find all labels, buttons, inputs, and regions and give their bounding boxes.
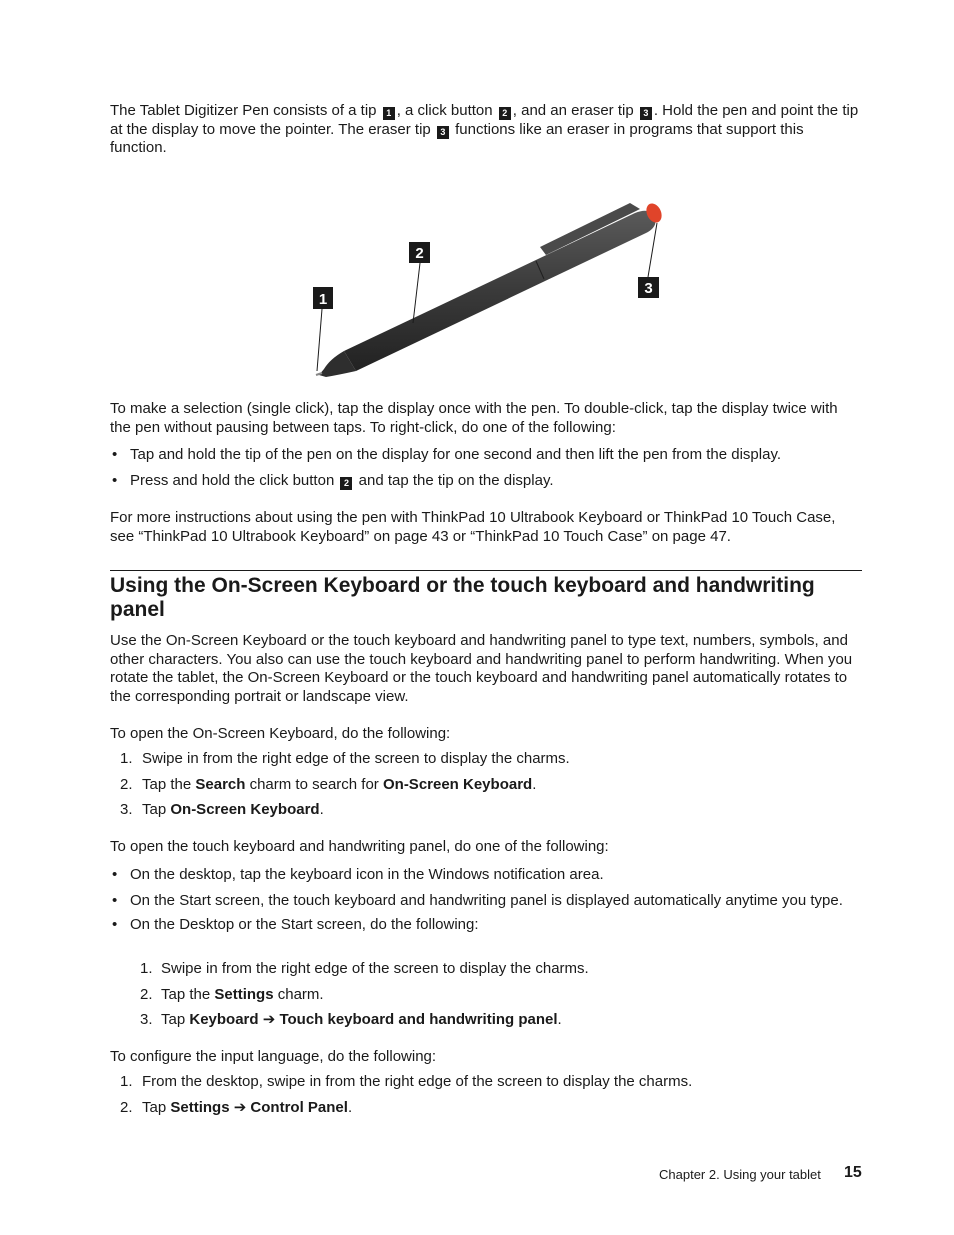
intro-text-4: . Hold the pen and point the tip at the display to move the pointer. The eraser tip bbox=[110, 102, 859, 138]
bullet-text: On the Desktop or the Start screen, do the following: bbox=[130, 916, 479, 933]
step-number: 2. bbox=[120, 775, 133, 793]
right-click-list bbox=[110, 446, 862, 490]
intro-paragraph bbox=[110, 102, 862, 158]
step-text: Tap bbox=[142, 1098, 171, 1116]
osk-steps bbox=[110, 750, 862, 820]
callout-label-2: 2 bbox=[415, 245, 424, 262]
step-text: Swipe in from the right edge of the screen to display the charms. bbox=[142, 750, 570, 767]
step-text: Tap bbox=[161, 1011, 190, 1028]
step-text: Tap bbox=[142, 801, 171, 818]
pen-barrel bbox=[344, 211, 656, 371]
step-text: Swipe in from the right edge of the screen to display the charms. bbox=[161, 960, 589, 977]
lang-steps bbox=[110, 1073, 862, 1117]
list-item bbox=[110, 801, 862, 820]
list-item bbox=[110, 892, 862, 911]
step-text: . bbox=[532, 775, 537, 793]
list-item bbox=[130, 960, 862, 979]
touch-lead: To open the touch keyboard and handwriting panel, do one of the following: bbox=[110, 838, 609, 855]
footer-page-number: 15 bbox=[844, 1164, 862, 1181]
step-number: 3. bbox=[140, 1011, 153, 1028]
step-bold: On-Screen Keyboard bbox=[170, 801, 320, 818]
step-bold: Settings bbox=[214, 985, 274, 1003]
list-item bbox=[110, 446, 862, 465]
step-number: 1. bbox=[120, 750, 133, 767]
step-text: Tap the bbox=[161, 985, 215, 1003]
list-item bbox=[110, 866, 862, 885]
bullet-text: On the Start screen, the touch keyboard and handwriting panel is displayed automatically anytime you type. bbox=[130, 891, 843, 909]
step-bold: Settings ➔ Control Panel bbox=[170, 1098, 348, 1116]
callout-badge-click-button: 2 bbox=[499, 107, 511, 120]
footer-chapter-title: Chapter 2. Using your tablet bbox=[659, 1167, 821, 1182]
step-text: charm. bbox=[273, 985, 324, 1003]
callout-label-3: 3 bbox=[644, 280, 653, 297]
intro-text-1: The Tablet Digitizer Pen consists of a tip bbox=[110, 102, 381, 119]
bullet-text: Tap and hold the tip of the pen on the display for one second and then lift the pen from the display. bbox=[130, 446, 781, 463]
section-divider bbox=[110, 570, 862, 571]
step-bold: Keyboard ➔ Touch keyboard and handwriting panel bbox=[189, 1011, 558, 1028]
list-item bbox=[110, 472, 862, 491]
bullet-text: Press and hold the click button bbox=[130, 471, 339, 489]
callout-badge-click-button: 2 bbox=[340, 477, 352, 490]
intro-text-5: functions like an eraser in programs that support this function. bbox=[110, 120, 804, 156]
callout-badge-eraser: 3 bbox=[640, 107, 652, 120]
callout-line-2 bbox=[413, 263, 420, 323]
step-number: 3. bbox=[120, 801, 133, 818]
step-text: . bbox=[319, 801, 324, 818]
pen-illustration bbox=[300, 195, 680, 385]
list-item bbox=[110, 916, 862, 935]
callout-badge-eraser-2: 3 bbox=[437, 126, 449, 139]
callout-label-1: 1 bbox=[318, 291, 328, 308]
touch-options-list bbox=[110, 866, 862, 935]
selection-paragraph: To make a selection (single click), tap the display once with the pen. To double-click, tap the display twice with the pen without pausing between taps. To right-click, do one of the following: bbox=[110, 400, 838, 436]
section-heading: Using the On-Screen Keyboard or the touch keyboard and handwriting panel bbox=[110, 574, 815, 621]
step-number: 2. bbox=[140, 985, 153, 1003]
list-item bbox=[110, 1099, 862, 1118]
section-intro-paragraph: Use the On-Screen Keyboard or the touch keyboard and handwriting panel to type text, numbers, symbols, and other characters. You also can use the touch keyboard and handwriting panel to perform handwriting. When you rotate the tablet, the On-Screen Keyboard or the touch keyboard and handwriting panel automatically rotates to the corresponding portrait or landscape view. bbox=[110, 632, 853, 705]
list-item bbox=[110, 1073, 862, 1092]
intro-text-3: , and an eraser tip bbox=[512, 102, 638, 119]
step-text: . bbox=[347, 1098, 353, 1116]
step-number: 1. bbox=[120, 1073, 133, 1090]
step-text: . bbox=[557, 1011, 562, 1028]
list-item bbox=[130, 986, 862, 1005]
step-number: 1. bbox=[140, 960, 153, 977]
step-text: Tap the bbox=[142, 775, 196, 793]
intro-text-2: , a click button bbox=[396, 102, 497, 119]
touch-substeps bbox=[130, 960, 862, 1030]
more-instructions-paragraph: For more instructions about using the pen with ThinkPad 10 Ultrabook Keyboard or ThinkPad 10 Touch Case, see “ThinkPad 10 Ultrabook Keyboard” on page 43 or “ThinkPad 10 Touch Case” on page 47. bbox=[110, 509, 836, 545]
list-item bbox=[110, 776, 862, 795]
bullet-text: and tap the tip on the display. bbox=[354, 471, 554, 489]
step-number: 2. bbox=[120, 1098, 133, 1116]
bullet-text: On the desktop, tap the keyboard icon in the Windows notification area. bbox=[130, 866, 604, 883]
callout-badge-tip: 1 bbox=[383, 107, 395, 120]
list-item bbox=[130, 1011, 862, 1030]
osk-lead: To open the On-Screen Keyboard, do the following: bbox=[110, 725, 451, 742]
step-bold: On-Screen Keyboard bbox=[382, 775, 533, 793]
step-text: From the desktop, swipe in from the right edge of the screen to display the charms. bbox=[142, 1073, 693, 1090]
list-item bbox=[110, 750, 862, 769]
step-bold: Search bbox=[195, 775, 246, 793]
callout-line-1 bbox=[317, 309, 322, 371]
step-text: charm to search for bbox=[245, 775, 383, 793]
lang-lead: To configure the input language, do the following: bbox=[110, 1048, 437, 1065]
callout-line-3 bbox=[648, 223, 657, 277]
